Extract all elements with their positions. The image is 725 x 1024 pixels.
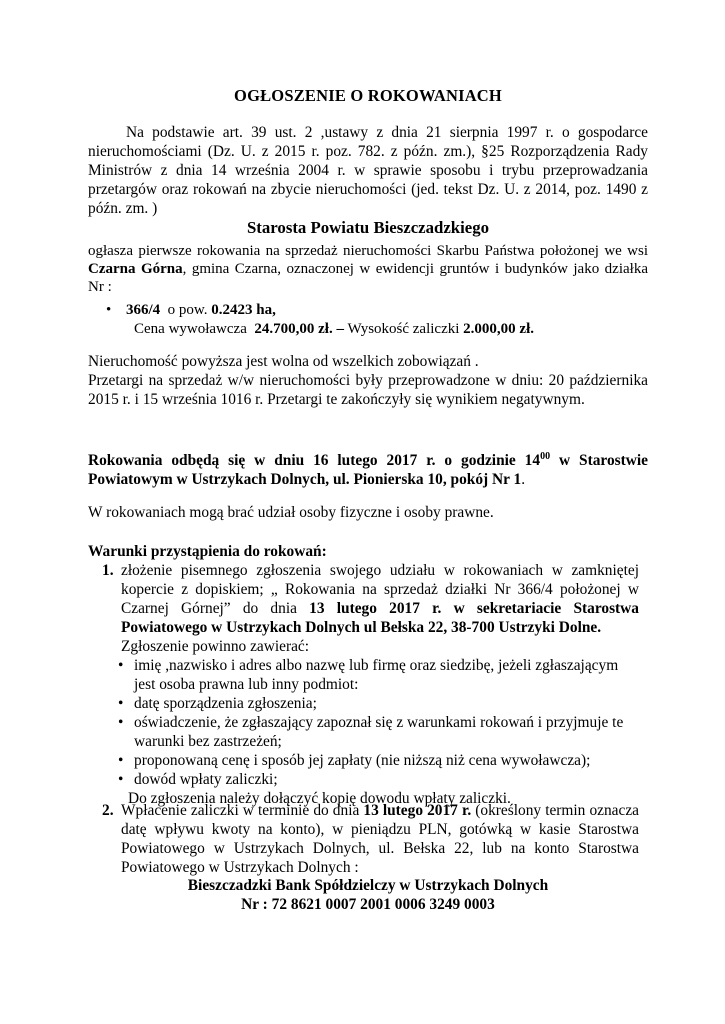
conditions-heading: Warunki przystąpienia do rokowań: [88, 543, 327, 560]
condition-2-deadline: 13 lutego 2017 r. [363, 802, 472, 819]
condition-2-part1: Wpłacenie zaliczki w terminie do dnia [121, 802, 364, 819]
meeting-period: . [521, 471, 526, 488]
starting-price: 24.700,00 zł. – [254, 321, 344, 337]
condition-2-text [121, 801, 639, 877]
meeting-part1: Rokowania odbędą się w dniu 16 lutego 2017 r. o godzinie 14 [88, 452, 541, 469]
list-item [88, 751, 648, 770]
meeting-time-minutes: 00 [540, 450, 551, 462]
list-item [88, 656, 648, 694]
requirement-text: dowód wpłaty zaliczki; [134, 771, 278, 788]
requirements-list [88, 656, 648, 808]
requirement-text: proponowaną cenę i sposób jej zapłaty (nie niższą niż cena wywoławcza); [134, 752, 591, 769]
should-contain-label: Zgłoszenie powinno zawierać: [121, 638, 310, 655]
condition-number: 1. [102, 562, 114, 579]
bullet-icon: • [118, 771, 124, 788]
bullet-icon: • [118, 695, 124, 712]
page-title: OGŁOSZENIE O ROKOWANIACH [234, 86, 502, 105]
bullet-icon: • [118, 714, 124, 731]
parcel-number: 366/4 [126, 302, 161, 318]
participants-text: W rokowaniach mogą brać udział osoby fizyczne i osoby prawne. [88, 504, 494, 521]
deposit-amount: 2.000,00 zł. [463, 321, 534, 337]
bullet-icon: • [106, 302, 112, 318]
legal-basis-paragraph: Na podstawie art. 39 ust. 2 ,ustawy z dnia 21 sierpnia 1997 r. o gospodarce nieruchomościami (Dz. U. z 2015 r. poz. 782. z późn. zm.), §25 Rozporządzenia Rady Ministrów z dnia 14 września 2004 r. w sprawie sposobu i trybu przeprowadzania przetargów oraz rokowań na zbycie nieruchomości (jed. tekst Dz. U. z 2014, poz. 1490 z późn. zm. ) [88, 124, 648, 217]
list-item [88, 770, 648, 789]
condition-1-deadline: 13 lutego 2017 r. w sekretariacie Starostwa Powiatowego w Ustrzykach Dolnych ul Bełska 22, 38-700 Ustrzyki Dolne. [121, 600, 639, 636]
issuer-heading: Starosta Powiatu Bieszczadzkiego [246, 218, 490, 237]
bullet-icon: • [118, 752, 124, 769]
encumbrance-section [88, 352, 648, 409]
previous-tenders-text: Przetargi na sprzedaż w/w nieruchomości były przeprowadzone w dniu: 20 października 2015 r. i 15 września 1016 r. Przetargi te zakończyły się wynikiem negatywnym. [88, 372, 648, 408]
announcement-part2: , gmina Czarna, oznaczonej w ewidencji gruntów i budynków jako działka Nr : [88, 261, 648, 295]
list-item [88, 694, 648, 713]
condition-2-part2: (określony termin oznacza datę wpływu kwoty na konto), w pieniądzu PLN, gotówką w kasie Starostwa Powiatowego w Ustrzykach Dolnych, ul. Bełska 22, lub na konto Starostwa Powiatowego w Ustrzykach Dolnych : [121, 802, 639, 876]
meeting-paragraph [88, 451, 648, 489]
condition-1-text [121, 561, 639, 656]
meeting-part2: w Starostwie Powiatowym w Ustrzykach Dolnych, ul. Pionierska 10, pokój Nr 1 [88, 452, 648, 488]
list-item [88, 713, 648, 751]
lot-details [106, 301, 646, 339]
announcement-paragraph [88, 242, 648, 296]
bullet-icon: • [118, 657, 124, 674]
requirement-text: oświadczenie, że zgłaszający zapoznał się z warunkami rokowań i przyjmuje te warunki bez zastrzeżeń; [134, 714, 624, 750]
village-name: Czarna Górna [88, 261, 183, 277]
announcement-part1: ogłasza pierwsze rokowania na sprzedaż nieruchomości Skarbu Państwa położonej we wsi [88, 243, 648, 259]
lot-price-line [106, 320, 646, 339]
lot-parcel-line [106, 301, 646, 320]
condition-number: 2. [102, 802, 114, 819]
bank-name: Bieszczadzki Bank Spółdzielczy w Ustrzykach Dolnych [187, 877, 549, 894]
bank-account-number: Nr : 72 8621 0007 2001 0006 3249 0003 [241, 896, 495, 913]
requirement-text: imię ,nazwisko i adres albo nazwę lub firmę oraz siedzibę, jeżeli zgłaszającym jest osoba prawna lub inny podmiot: [134, 657, 619, 693]
condition-1-body: złożenie pisemnego zgłoszenia swojego udziału w rokowaniach w zamkniętej kopercie z dopiskiem; „ Rokowania na sprzedaż działki Nr 366/4 położonej w Czarnej Górnej” do dnia [121, 562, 639, 617]
free-of-obligations-text: Nieruchomość powyższa jest wolna od wszelkich zobowiązań . [88, 353, 479, 370]
area-label: o pow. [167, 302, 208, 318]
price-label: Cena wywoławcza [134, 321, 247, 337]
requirement-text: datę sporządzenia zgłoszenia; [134, 695, 317, 712]
attach-note: Do zgłoszenia należy dołączyć kopię dowodu wpłaty zaliczki. [128, 790, 511, 807]
parcel-area: 0.2423 ha, [211, 302, 276, 318]
deposit-label: Wysokość zaliczki [347, 321, 460, 337]
